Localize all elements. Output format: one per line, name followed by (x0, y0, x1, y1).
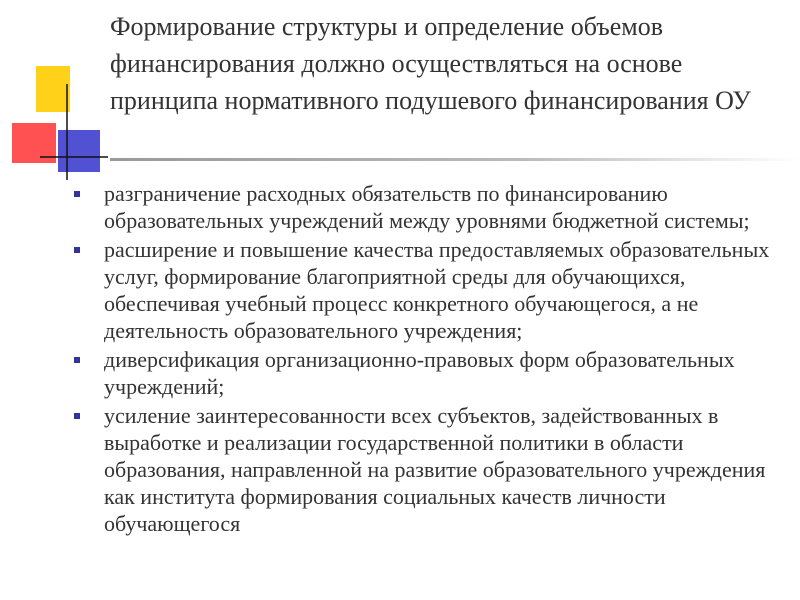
square-bullet-icon (74, 247, 80, 253)
square-bullet-icon (74, 357, 80, 363)
list-item-text: разграничение расходных обязательств по финансированию образовательных учреждений между уровнями бюджетной системы; (104, 181, 750, 233)
bullet-list (74, 180, 774, 539)
title-divider (110, 158, 800, 161)
list-item-text: диверсификация организационно-правовых форм образовательных учреждений; (104, 347, 735, 399)
list-item-text: усиление заинтересованности всех субъектов, задействованных в выработке и реализации государственной политики в области образования, направленной на развитие образовательного учреждения как института формирования социальных качеств личности обучающегося (104, 403, 766, 536)
decorative-squares-logo (0, 0, 110, 190)
square-bullet-icon (74, 191, 80, 197)
list-item (74, 402, 774, 537)
list-item-text: расширение и повышение качества предоставляемых образовательных услуг, формирование благоприятной среды для обучающихся, обеспечивая учебный процесс конкретного обучающегося, а не деятельность образовательного учреждения; (104, 237, 770, 343)
square-bullet-icon (74, 413, 80, 419)
list-item (74, 236, 774, 344)
slide-title: Формирование структуры и определение объемов финансирования должно осуществляться на основе принципа нормативного подушевого финансирования ОУ (110, 12, 751, 115)
list-item (74, 346, 774, 400)
list-item (74, 180, 774, 234)
